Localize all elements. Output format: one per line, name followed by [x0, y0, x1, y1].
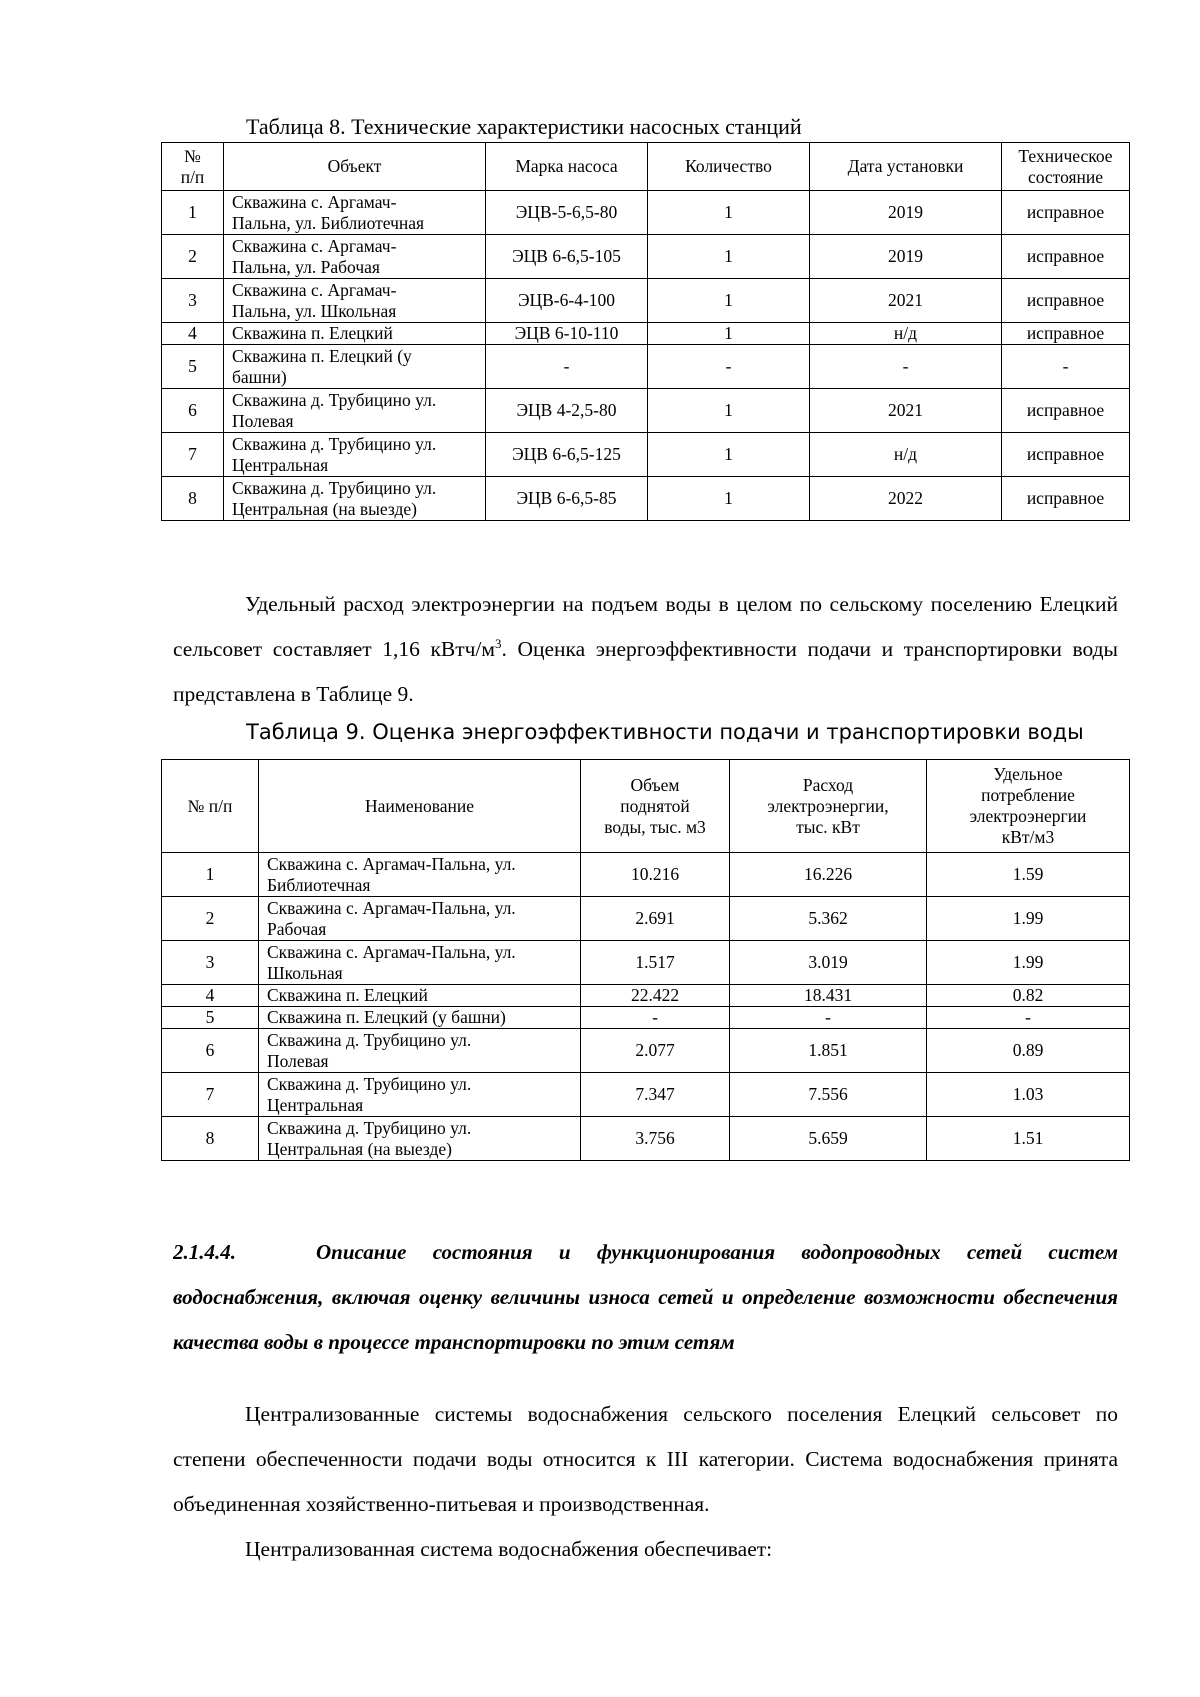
energy-consumption: 16.226	[730, 853, 927, 897]
row-number: 6	[162, 1029, 259, 1073]
row-number: 3	[162, 941, 259, 985]
quantity: 1	[648, 389, 810, 433]
object-name: Скважина с. Аргамач- Пальна, ул. Рабочая	[224, 235, 486, 279]
tech-state: исправное	[1002, 191, 1130, 235]
object-name: Скважина д. Трубицино ул. Центральная (на выезде)	[224, 477, 486, 521]
table8-header-num: № п/п	[162, 143, 224, 191]
water-volume: 10.216	[581, 853, 730, 897]
tech-state: исправное	[1002, 477, 1130, 521]
energy-consumption: 5.362	[730, 897, 927, 941]
table9-header-name: Наименование	[259, 760, 581, 853]
well-name: Скважина с. Аргамач-Пальна, ул. Библиотечная	[259, 853, 581, 897]
row-number: 8	[162, 477, 224, 521]
table-row	[162, 279, 1130, 323]
table8-header-row	[162, 143, 1130, 191]
water-volume: 22.422	[581, 985, 730, 1007]
energy-consumption: 3.019	[730, 941, 927, 985]
object-name: Скважина с. Аргамач- Пальна, ул. Школьная	[224, 279, 486, 323]
table-row	[162, 941, 1130, 985]
row-number: 6	[162, 389, 224, 433]
table-row	[162, 1117, 1130, 1161]
pump-model: -	[486, 345, 648, 389]
table-row	[162, 323, 1130, 345]
pump-model: ЭЦВ 6-10-110	[486, 323, 648, 345]
section-title: Описание состояния и функционирования водопроводных сетей систем водоснабжения, включая оценку величины износа сетей и определение возможности обеспечения качества воды в процессе транспортировки по этим сетям	[173, 1240, 1118, 1354]
water-volume: -	[581, 1007, 730, 1029]
row-number: 4	[162, 985, 259, 1007]
energy-consumption: 5.659	[730, 1117, 927, 1161]
quantity: 1	[648, 323, 810, 345]
table8-header-date: Дата установки	[810, 143, 1002, 191]
table8-header-qty: Количество	[648, 143, 810, 191]
row-number: 8	[162, 1117, 259, 1161]
row-number: 1	[162, 853, 259, 897]
water-volume: 7.347	[581, 1073, 730, 1117]
table8	[161, 142, 1130, 521]
specific-consumption: 0.82	[927, 985, 1130, 1007]
well-name: Скважина д. Трубицино ул. Центральная (на выезде)	[259, 1117, 581, 1161]
specific-consumption: 1.99	[927, 941, 1130, 985]
well-name: Скважина с. Аргамач-Пальна, ул. Рабочая	[259, 897, 581, 941]
table-row	[162, 345, 1130, 389]
table-row	[162, 985, 1130, 1007]
table-row	[162, 433, 1130, 477]
section-number: 2.1.4.4.	[173, 1240, 236, 1264]
energy-consumption: 7.556	[730, 1073, 927, 1117]
pump-model: ЭЦВ 6-6,5-105	[486, 235, 648, 279]
table-row	[162, 1073, 1130, 1117]
table-row	[162, 235, 1130, 279]
tech-state: исправное	[1002, 389, 1130, 433]
row-number: 1	[162, 191, 224, 235]
energy-consumption: 18.431	[730, 985, 927, 1007]
install-date: 2019	[810, 191, 1002, 235]
table9	[161, 759, 1130, 1161]
table9-header-row	[162, 760, 1130, 853]
object-name: Скважина д. Трубицино ул. Центральная	[224, 433, 486, 477]
energy-consumption: 1.851	[730, 1029, 927, 1073]
table8-header-object: Объект	[224, 143, 486, 191]
object-name: Скважина с. Аргамач- Пальна, ул. Библиотечная	[224, 191, 486, 235]
object-name: Скважина п. Елецкий	[224, 323, 486, 345]
specific-consumption: -	[927, 1007, 1130, 1029]
quantity: 1	[648, 477, 810, 521]
object-name: Скважина д. Трубицино ул. Полевая	[224, 389, 486, 433]
well-name: Скважина п. Елецкий	[259, 985, 581, 1007]
paragraph-energy-consumption: Удельный расход электроэнергии на подъем воды в целом по сельскому поселению Елецкий сельсовет составляет 1,16 кВтч/$м^3$. Оценка энергоэффективности подачи и транспортировки воды представлена в Таблице 9.	[173, 592, 1118, 706]
tech-state: -	[1002, 345, 1130, 389]
specific-consumption: 0.89	[927, 1029, 1130, 1073]
water-volume: 3.756	[581, 1117, 730, 1161]
table-row	[162, 389, 1130, 433]
water-volume: 2.077	[581, 1029, 730, 1073]
table9-header-specific: Удельное потребление электроэнергии кВт/м3	[927, 760, 1130, 853]
object-name: Скважина п. Елецкий (у башни)	[224, 345, 486, 389]
specific-consumption: 1.03	[927, 1073, 1130, 1117]
tech-state: исправное	[1002, 433, 1130, 477]
well-name: Скважина п. Елецкий (у башни)	[259, 1007, 581, 1029]
tech-state: исправное	[1002, 323, 1130, 345]
table-row	[162, 1007, 1130, 1029]
energy-consumption: -	[730, 1007, 927, 1029]
quantity: 1	[648, 191, 810, 235]
paragraph-centralized-systems: Централизованные системы водоснабжения сельского поселения Елецкий сельсовет по степени обеспеченности подачи воды относится к III категории. Система водоснабжения принята объединенная хозяйственно-питьевая и производственная.	[173, 1402, 1118, 1516]
row-number: 7	[162, 433, 224, 477]
pump-model: ЭЦВ 6-6,5-85	[486, 477, 648, 521]
install-date: н/д	[810, 323, 1002, 345]
row-number: 3	[162, 279, 224, 323]
row-number: 5	[162, 1007, 259, 1029]
water-volume: 1.517	[581, 941, 730, 985]
tech-state: исправное	[1002, 235, 1130, 279]
row-number: 5	[162, 345, 224, 389]
row-number: 2	[162, 897, 259, 941]
well-name: Скважина с. Аргамач-Пальна, ул. Школьная	[259, 941, 581, 985]
pump-model: ЭЦВ 6-6,5-125	[486, 433, 648, 477]
table8-header-pump: Марка насоса	[486, 143, 648, 191]
table-row	[162, 1029, 1130, 1073]
install-date: 2019	[810, 235, 1002, 279]
pump-model: ЭЦВ 4-2,5-80	[486, 389, 648, 433]
quantity: 1	[648, 279, 810, 323]
table-row	[162, 853, 1130, 897]
table-row	[162, 191, 1130, 235]
quantity: 1	[648, 235, 810, 279]
section-heading	[173, 1230, 1118, 1365]
specific-consumption: 1.59	[927, 853, 1130, 897]
table8-caption: Таблица 8. Технические характеристики насосных станций	[246, 114, 802, 139]
install-date: 2021	[810, 279, 1002, 323]
row-number: 2	[162, 235, 224, 279]
install-date: 2022	[810, 477, 1002, 521]
quantity: -	[648, 345, 810, 389]
specific-consumption: 1.51	[927, 1117, 1130, 1161]
table9-header-num: № п/п	[162, 760, 259, 853]
install-date: н/д	[810, 433, 1002, 477]
table9-caption: Таблица 9. Оценка энергоэффективности подачи и транспортировки воды	[246, 720, 1084, 744]
well-name: Скважина д. Трубицино ул. Полевая	[259, 1029, 581, 1073]
table-row	[162, 897, 1130, 941]
install-date: 2021	[810, 389, 1002, 433]
pump-model: ЭЦВ-5-6,5-80	[486, 191, 648, 235]
table9-header-consumption: Расход электроэнергии, тыс. кВт	[730, 760, 927, 853]
quantity: 1	[648, 433, 810, 477]
water-volume: 2.691	[581, 897, 730, 941]
install-date: -	[810, 345, 1002, 389]
table9-header-volume: Объем поднятой воды, тыс. м3	[581, 760, 730, 853]
specific-consumption: 1.99	[927, 897, 1130, 941]
paragraph-system-provides: Централизованная система водоснабжения обеспечивает:	[245, 1537, 773, 1561]
well-name: Скважина д. Трубицино ул. Центральная	[259, 1073, 581, 1117]
table8-header-state: Техническое состояние	[1002, 143, 1130, 191]
table-row	[162, 477, 1130, 521]
pump-model: ЭЦВ-6-4-100	[486, 279, 648, 323]
tech-state: исправное	[1002, 279, 1130, 323]
row-number: 4	[162, 323, 224, 345]
row-number: 7	[162, 1073, 259, 1117]
